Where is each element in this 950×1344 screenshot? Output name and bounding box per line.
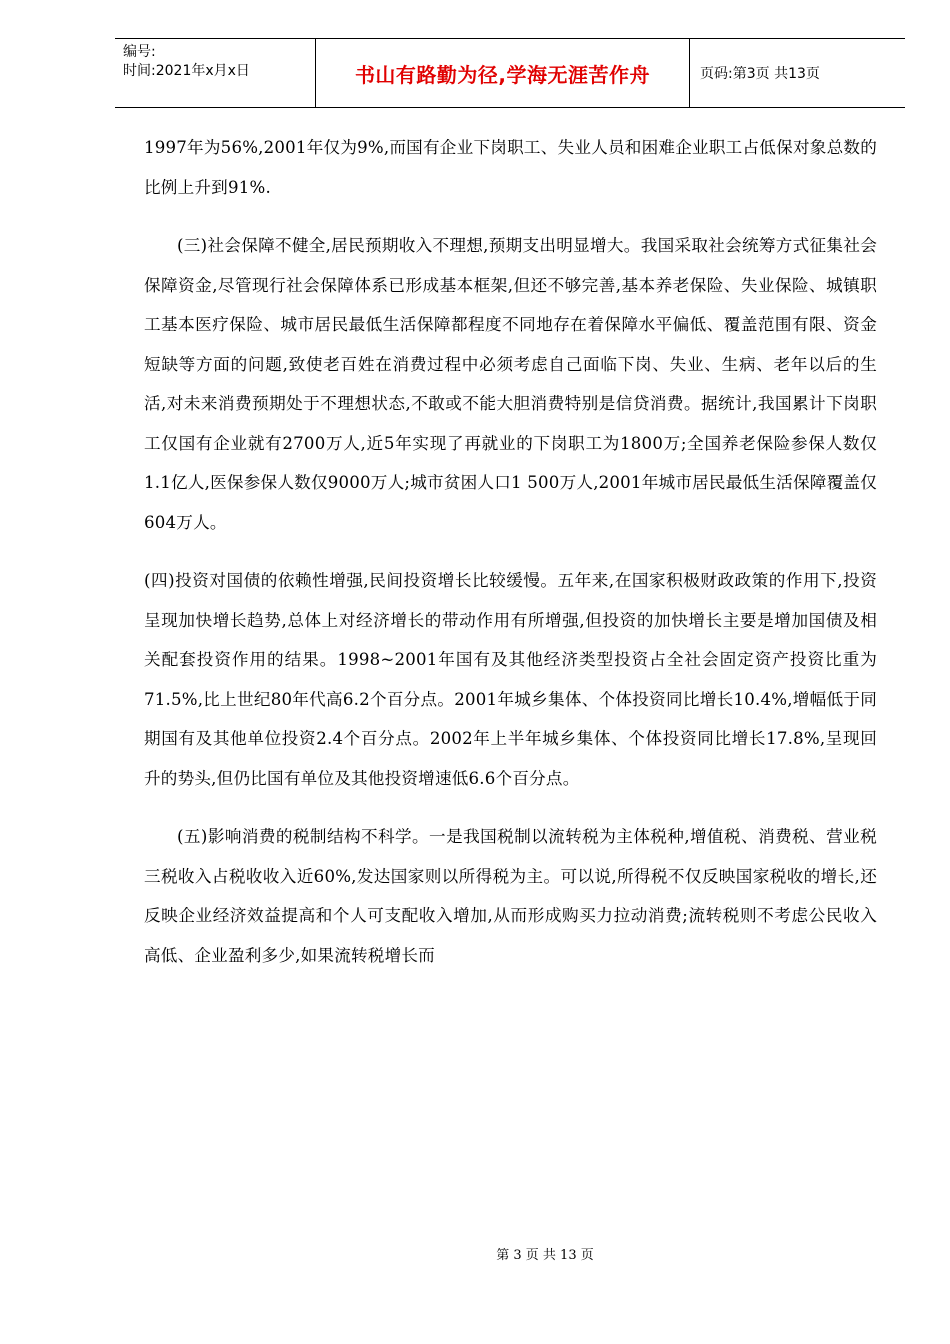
header-motto: 书山有路勤为径,学海无涯苦作舟 (315, 39, 690, 107)
header-meta (115, 39, 315, 107)
time-label: 时间:2021年x月x日 (123, 63, 250, 79)
document-body (144, 128, 877, 994)
paragraph-section-5: (五)影响消费的税制结构不科学。一是我国税制以流转税为主体税种,增值税、消费税、营业税三税收入占税收收入近60%,发达国家则以所得税为主。可以说,所得税不仅反映国家税收的增长,还反映企业经济效益提高和个人可支配收入增加,从而形成购买力拉动消费;流转税则不考虑公民收入高低、企业盈利多少,如果流转税增长而 (144, 827, 877, 965)
page-header (115, 38, 905, 108)
paragraph-section-3: (三)社会保障不健全,居民预期收入不理想,预期支出明显增大。我国采取社会统筹方式征集社会保障资金,尽管现行社会保障体系已形成基本框架,但还不够完善,基本养老保险、失业保险、城镇职工基本医疗保险、城市居民最低生活保障都程度不同地存在着保障水平偏低、覆盖范围有限、资金短缺等方面的问题,致使老百姓在消费过程中必须考虑自己面临下岗、失业、生病、老年以后的生活,对未来消费预期处于不理想状态,不敢或不能大胆消费特别是信贷消费。据统计,我国累计下岗职工仅国有企业就有2700万人,近5年实现了再就业的下岗职工为1800万;全国养老保险参保人数仅1.1亿人,医保参保人数仅9000万人;城市贫困人口1 500万人,2001年城市居民最低生活保障覆盖仅604万人。 (144, 236, 877, 532)
serial-label: 编号: (123, 44, 156, 60)
header-page-label: 页码:第3页 共13页 (700, 66, 820, 82)
paragraph-continuation: 1997年为56%,2001年仅为9%,而国有企业下岗职工、失业人员和困难企业职工占低保对象总数的比例上升到91%. (144, 138, 877, 197)
page-footer: 第 3 页 共 13 页 (496, 1248, 594, 1263)
paragraph-section-4: (四)投资对国债的依赖性增强,民间投资增长比较缓慢。五年来,在国家积极财政政策的作用下,投资呈现加快增长趋势,总体上对经济增长的带动作用有所增强,但投资的加快增长主要是增加国债及相关配套投资作用的结果。1998~2001年国有及其他经济类型投资占全社会固定资产投资比重为71.5%,比上世纪80年代高6.2个百分点。2001年城乡集体、个体投资同比增长10.4%,增幅低于同期国有及其他单位投资2.4个百分点。2002年上半年城乡集体、个体投资同比增长17.8%,呈现回升的势头,但仍比国有单位及其他投资增速低6.6个百分点。 (144, 571, 877, 788)
